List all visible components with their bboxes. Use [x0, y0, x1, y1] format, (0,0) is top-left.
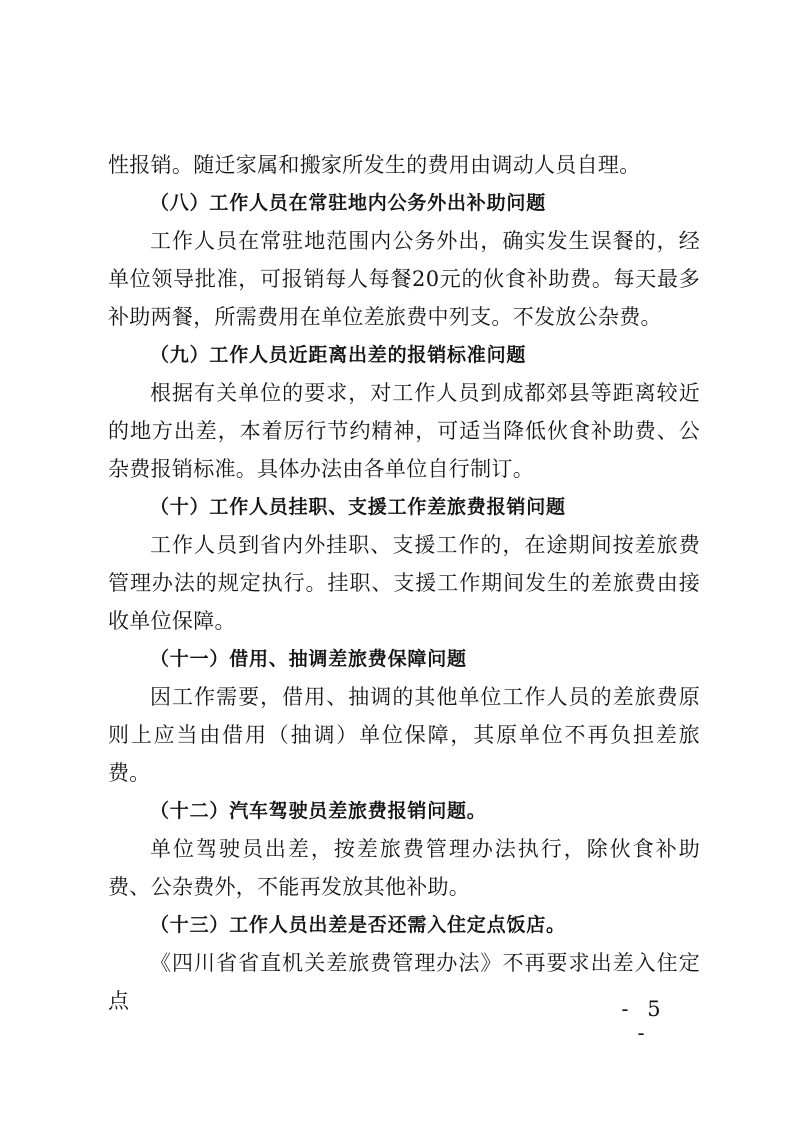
section-heading-8: （八）工作人员在常驻地内公务外出补助问题	[150, 192, 547, 214]
paragraph-12: 单位驾驶员出差，按差旅费管理办法执行，除伙食补助费、公杂费外，不能再发放其他补助。	[108, 837, 700, 899]
document-body	[108, 146, 700, 1020]
paragraph-continued: 性报销。随迁家属和搬家所发生的费用由调动人员自理。	[108, 153, 641, 177]
section-heading-13: （十三）工作人员出差是否还需入住定点饭店。	[150, 914, 566, 936]
paragraph-13: 《四川省省直机关差旅费管理办法》不再要求出差入住定点	[108, 951, 700, 1013]
paragraph-8: 工作人员在常驻地范围内公务外出，确实发生误餐的，经单位领导批准，可报销每人每餐20元的伙食补助费。每天最多补助两餐，所需费用在单位差旅费中列支。不发放公杂费。	[108, 229, 700, 329]
paragraph-10: 工作人员到省内外挂职、支援工作的，在途期间按差旅费管理办法的规定执行。挂职、支援工作期间发生的差旅费由接收单位保障。	[108, 533, 700, 633]
page-number: - 5 -	[621, 997, 667, 1045]
section-heading-9: （九）工作人员近距离出差的报销标准问题	[150, 344, 527, 366]
section-heading-11: （十一）借用、抽调差旅费保障问题	[150, 648, 467, 670]
paragraph-9: 根据有关单位的要求，对工作人员到成都郊县等距离较近的地方出差，本着厉行节约精神，可适当降低伙食补助费、公杂费报销标准。具体办法由各单位自行制订。	[108, 381, 700, 481]
section-heading-10: （十）工作人员挂职、支援工作差旅费报销问题	[150, 496, 566, 518]
section-heading-12: （十二）汽车驾驶员差旅费报销问题。	[150, 800, 487, 822]
paragraph-11: 因工作需要，借用、抽调的其他单位工作人员的差旅费原则上应当由借用（抽调）单位保障，其原单位不再负担差旅费。	[108, 685, 700, 785]
